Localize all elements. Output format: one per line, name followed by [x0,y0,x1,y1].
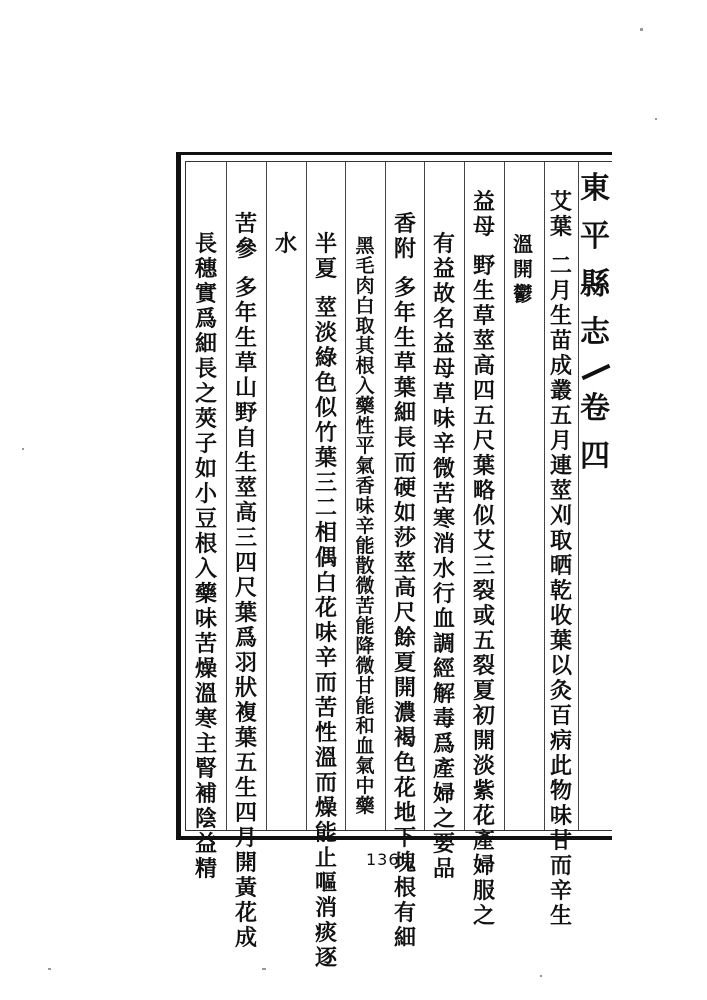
entry-text: 水 [274,231,297,257]
entry-text: 二 月 生 苗 成 叢 五 月 連 莖 刈 取 晒 乾 收 葉 以 灸 百 病 此 物 味 甘 而 辛 生 [549,253,572,929]
column-divider [226,162,227,830]
title-band [578,160,612,832]
entry-heading: 苦 參 [234,211,257,262]
column-divider [504,162,505,830]
text-column [510,232,536,307]
column-divider [306,162,307,830]
entry-text: 黑 毛 肉 白 取 其 根 入 藥 性 平 氣 香 味 辛 能 散 微 苦 能 降 微 甘 能 和 血 氣 中 藥 [355,235,375,817]
text-column [548,190,574,929]
band-title-char: 平 [580,219,610,254]
text-column [233,212,259,951]
text-column [193,232,219,882]
entry-heading: 益 母 [472,189,495,240]
text-column [273,232,299,257]
text-column [392,212,418,951]
band-volume-char: 四 [580,439,610,474]
scan-speck [655,118,657,120]
scan-speck [640,28,643,31]
entry-text: 野 生 草 莖 高 四 五 尺 葉 略 似 艾 三 裂 或 五 裂 夏 初 開 淡 紫 花 產 婦 服 之 [472,253,495,929]
entry-heading: 半 夏 [314,231,337,282]
scan-speck [262,968,266,970]
column-divider [385,162,386,830]
column-divider [464,162,465,830]
column-divider [266,162,267,830]
band-title-char: 縣 [580,267,610,302]
band-title-char: 東 [580,171,610,206]
scan-speck [48,968,51,970]
page-number: 136 [366,850,400,869]
text-column [471,190,497,929]
text-column [313,232,339,971]
entry-text: 多 年 生 草 山 野 自 生 莖 高 三 四 尺 葉 爲 羽 狀 複 葉 五 生 四 月 開 黃 花 成 [234,275,257,951]
entry-text: 多 年 生 草 葉 細 長 而 硬 如 莎 莖 高 尺 餘 夏 開 濃 褐 色 花 地 下 塊 根 有 細 [393,275,416,951]
column-divider [544,162,545,830]
text-column [352,236,378,816]
entry-text: 有 益 故 名 益 母 草 味 辛 微 苦 寒 消 水 行 血 調 經 解 毒 爲 產 婦 之 要 品 [432,231,455,882]
band-volume-char: 卷 [580,391,610,426]
entry-heading: 艾 葉 [549,189,572,240]
text-column [431,232,457,882]
band-ornament [582,364,611,380]
band-title-char: 志 [580,315,610,350]
scan-speck [540,975,542,977]
entry-text: 長 穗 實 爲 細 長 之 莢 子 如 小 豆 根 入 藥 味 苦 燥 溫 寒 主 腎 補 陰 益 精 [194,231,217,882]
entry-text: 莖 淡 綠 色 似 竹 葉 三 二 相 偶 白 花 味 辛 而 苦 性 溫 而 燥 能 止 嘔 消 痰 逐 [314,295,337,971]
entry-heading: 香 附 [393,211,416,262]
entry-text: 溫 開 鬱 [513,232,533,306]
scan-speck [22,448,24,450]
column-divider [345,162,346,830]
column-divider [424,162,425,830]
